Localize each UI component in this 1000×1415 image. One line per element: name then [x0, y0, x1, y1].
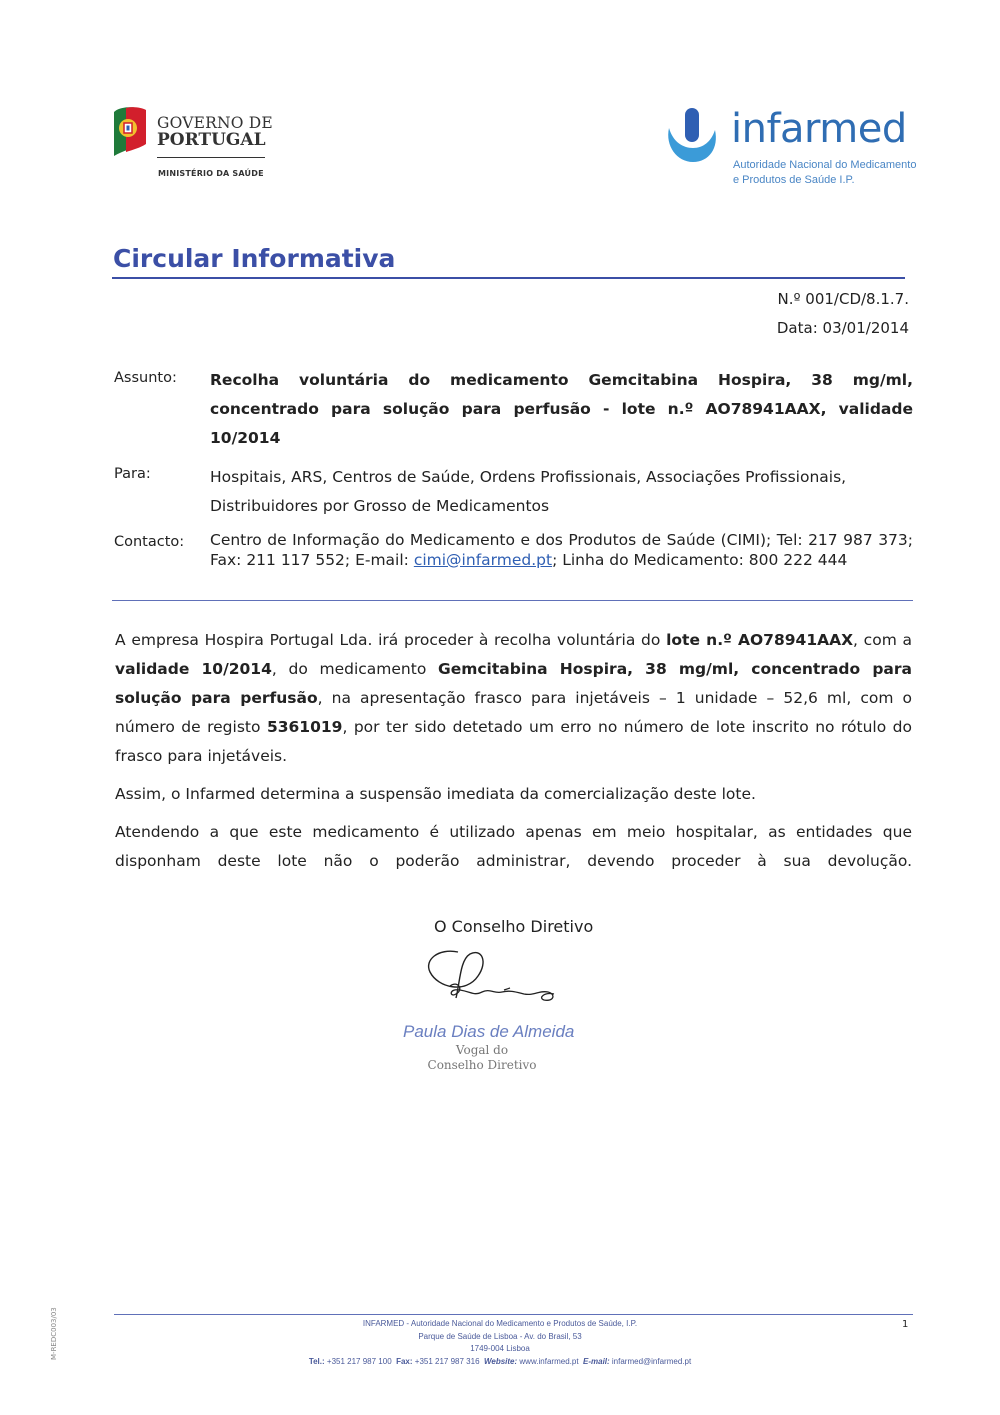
signer-role [420, 1043, 544, 1073]
footer-line3: 1749-004 Lisboa [470, 1344, 530, 1353]
contact-email-link[interactable]: cimi@infarmed.pt [413, 550, 553, 569]
title-divider [112, 277, 905, 279]
signer-role-line1: Vogal do [455, 1043, 509, 1057]
p1-text-5: , por ter sido detetado um erro no número de lote inscrito no rótulo do frasco para injetáveis. [115, 718, 912, 765]
footer-website[interactable]: www.infarmed.pt [519, 1356, 579, 1366]
to-label: Para: [114, 466, 151, 482]
footer [200, 1318, 800, 1368]
infarmed-subtitle [733, 158, 916, 188]
document-title: Circular Informativa [113, 244, 396, 273]
contact-label: Contacto: [114, 534, 185, 550]
recipients-text: Hospitais, ARS, Centros de Saúde, Ordens Profissionais, Associações Profissionais, Distribuidores por Grosso de Medicamentos [210, 468, 847, 515]
p1-medicine: Gemcitabina Hospira, 38 mg/ml, concentrado para solução para perfusão [115, 660, 912, 707]
portugal-emblem-icon [110, 104, 150, 158]
footer-fax-label: Fax: [396, 1356, 413, 1366]
contact-after: ; Linha do Medicamento: 800 222 444 [552, 550, 848, 569]
p1-text-4: , na apresentação frasco para injetáveis – 1 unidade – 52,6 ml, com o número de registo [115, 689, 912, 736]
infarmed-logo [663, 104, 917, 194]
footer-divider [114, 1314, 913, 1315]
footer-line2: Parque de Saúde de Lisboa - Av. do Brasil, 53 [418, 1331, 582, 1341]
ministry-name: MINISTÉRIO DA SAÚDE [158, 169, 264, 178]
form-code: M-REDC003/03 [50, 1307, 58, 1360]
footer-email-label: E-mail: [583, 1356, 610, 1366]
government-divider [157, 157, 265, 158]
infarmed-wordmark: infarmed [731, 106, 907, 152]
infarmed-mark-icon [663, 106, 721, 166]
government-line2: PORTUGAL [157, 130, 266, 150]
infarmed-subtitle-line1: Autoridade Nacional do Medicamento [733, 159, 917, 171]
handwritten-signature [420, 946, 570, 1016]
footer-tel-label: Tel.: [308, 1356, 325, 1366]
p1-registration: 5361019 [266, 718, 343, 736]
subject-text: Recolha voluntária do medicamento Gemcitabina Hospira, 38 mg/ml, concentrado para solução para perfusão - lote n.º AO78941AAX, validade 10/2014 [210, 371, 913, 447]
footer-fax: +351 217 987 316 [414, 1356, 480, 1366]
p1-lot: lote n.º AO78941AAX [666, 631, 854, 649]
body-paragraph-2: Assim, o Infarmed determina a suspensão imediata da comercialização deste lote. [115, 785, 756, 803]
header-separator [112, 600, 913, 601]
document-number: N.º 001/CD/8.1.7. [777, 290, 909, 308]
contact-before: Centro de Informação do Medicamento e dos Produtos de Saúde (CIMI); Tel: 217 987 373; Fax: 211 117 552; E-mail: [210, 531, 913, 569]
footer-line1: INFARMED - Autoridade Nacional do Medicamento e Produtos de Saúde, I.P. [362, 1319, 638, 1328]
footer-email[interactable]: infarmed@infarmed.pt [611, 1356, 692, 1366]
subject-label: Assunto: [114, 370, 177, 386]
page-number: 1 [902, 1319, 909, 1330]
footer-contacts [200, 1356, 800, 1369]
p1-text-2: , com a [853, 631, 912, 649]
council-heading: O Conselho Diretivo [434, 917, 594, 936]
signer-role-line2: Conselho Diretivo [427, 1058, 537, 1072]
body-paragraph-3: Atendendo a que este medicamento é utilizado apenas em meio hospitalar, as entidades que disponham deste lote não o poderão administrar, devendo proceder à sua devolução. [115, 823, 912, 870]
document-date [777, 319, 909, 337]
p1-validity: validade 10/2014 [115, 660, 272, 678]
footer-tel: +351 217 987 100 [326, 1356, 392, 1366]
date-label: Data: [776, 319, 818, 337]
government-logo [110, 104, 280, 184]
government-line1: GOVERNO DE [157, 114, 273, 132]
p1-text-3: , do medicamento [271, 660, 438, 678]
contact-text [210, 531, 913, 570]
footer-web-label: Website: [483, 1356, 518, 1366]
body-paragraph-1 [115, 626, 912, 771]
date-value: 03/01/2014 [822, 319, 909, 337]
p1-text-1: A empresa Hospira Portugal Lda. irá proceder à recolha voluntária do [115, 631, 667, 649]
signer-name: Paula Dias de Almeida [403, 1022, 575, 1041]
infarmed-subtitle-line2: e Produtos de Saúde I.P. [733, 174, 855, 186]
